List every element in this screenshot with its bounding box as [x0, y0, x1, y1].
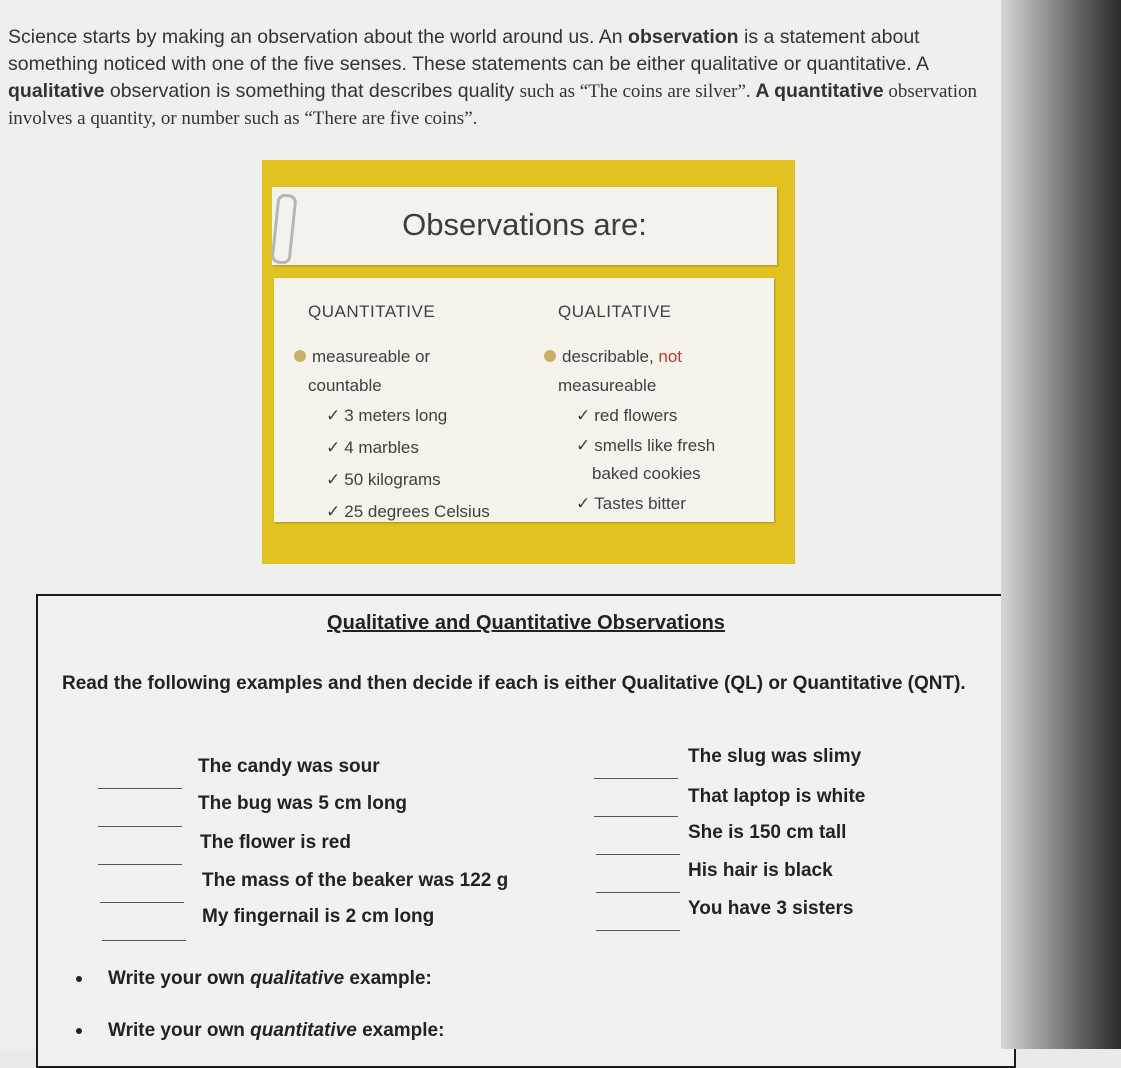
bullet-icon — [76, 1028, 82, 1034]
quantitative-example-3: ✓ 50 kilograms — [326, 470, 441, 489]
check-icon: ✓ — [326, 502, 341, 521]
worksheet-instructions: Read the following examples and then decide if each is either Qualitative (QL) or Quantitative (QNT). — [62, 673, 966, 694]
check-icon: ✓ — [326, 470, 341, 489]
prompt-qualitative: Write your own qualitative example: — [76, 968, 432, 990]
intro-example-silver: such as “The coins are silver”. — [519, 81, 751, 102]
qualitative-desc-2: measureable — [558, 376, 657, 395]
answer-blank-left-3[interactable] — [98, 864, 182, 865]
qualitative-example-3: ✓ Tastes bitter — [576, 494, 686, 513]
worksheet-title: Qualitative and Quantitative Observations — [327, 612, 725, 634]
example-left-5: My fingernail is 2 cm long — [202, 906, 435, 927]
example-left-2: The bug was 5 cm long — [198, 793, 408, 814]
intro-bold-observation: observation — [628, 26, 739, 48]
intro-bold-qualitative: qualitative — [8, 80, 105, 102]
quantitative-example-4: ✓ 25 degrees Celsius — [326, 502, 490, 521]
answer-blank-left-2[interactable] — [98, 826, 182, 827]
check-icon: ✓ — [576, 494, 591, 513]
quantitative-desc-2: countable — [308, 376, 382, 395]
quantitative-column — [308, 302, 538, 528]
check-icon: ✓ — [576, 436, 591, 455]
bullet-icon — [76, 976, 82, 982]
qualitative-heading: QUALITATIVE — [558, 302, 672, 321]
monitor-bezel — [1001, 0, 1121, 1049]
example-right-4: His hair is black — [688, 860, 833, 881]
example-right-5: You have 3 sisters — [688, 898, 854, 919]
intro-paragraph — [8, 24, 993, 132]
answer-blank-left-4[interactable] — [100, 902, 184, 903]
qualitative-example-1: ✓ red flowers — [576, 406, 678, 425]
qualitative-example-2-cont: baked cookies — [592, 464, 701, 483]
qualitative-desc: describable, not — [558, 342, 788, 371]
quantitative-desc: measureable or — [308, 342, 538, 371]
prompt-quantitative: Write your own quantitative example: — [76, 1020, 444, 1042]
example-left-3: The flower is red — [200, 832, 351, 853]
example-right-3: She is 150 cm tall — [688, 822, 847, 843]
check-icon: ✓ — [576, 406, 591, 425]
example-right-2: That laptop is white — [688, 786, 866, 807]
check-icon: ✓ — [326, 406, 341, 425]
card-title: Observations are: — [402, 207, 647, 242]
intro-bold-quantitative: A quantitative — [750, 80, 884, 102]
answer-blank-right-3[interactable] — [596, 854, 680, 855]
intro-text-3: observation is something that describes quality — [104, 80, 520, 102]
answer-blank-right-5[interactable] — [596, 930, 680, 931]
answer-blank-right-2[interactable] — [594, 816, 678, 817]
example-left-1: The candy was sour — [198, 756, 380, 777]
answer-blank-left-5[interactable] — [102, 940, 186, 941]
qualitative-column — [558, 302, 788, 520]
quantitative-example-1: ✓ 3 meters long — [326, 406, 448, 425]
answer-blank-right-4[interactable] — [596, 892, 680, 893]
intro-text-2: is a statement about something noticed with one of the five senses. These statements can be either qualitative or quantitative. A — [8, 26, 928, 75]
bullet-icon — [294, 350, 306, 362]
answer-blank-left-1[interactable] — [98, 788, 182, 789]
worksheet-box — [36, 594, 1016, 1068]
example-right-1: The slug was slimy — [688, 746, 862, 767]
intro-text-1: Science starts by making an observation about the world around us. An — [8, 26, 629, 48]
observations-card — [262, 160, 795, 564]
example-left-4: The mass of the beaker was 122 g — [202, 870, 509, 891]
quantitative-example-2: ✓ 4 marbles — [326, 438, 419, 457]
check-icon: ✓ — [326, 438, 341, 457]
card-title-box — [272, 187, 777, 265]
qualitative-example-2: ✓ smells like fresh — [576, 436, 716, 455]
intro-example-five: observation involves a quantity, or number such as “There are five coins”. — [8, 81, 977, 129]
bullet-icon — [544, 350, 556, 362]
answer-blank-right-1[interactable] — [594, 778, 678, 779]
card-body — [274, 278, 774, 522]
quantitative-heading: QUANTITATIVE — [308, 302, 436, 321]
